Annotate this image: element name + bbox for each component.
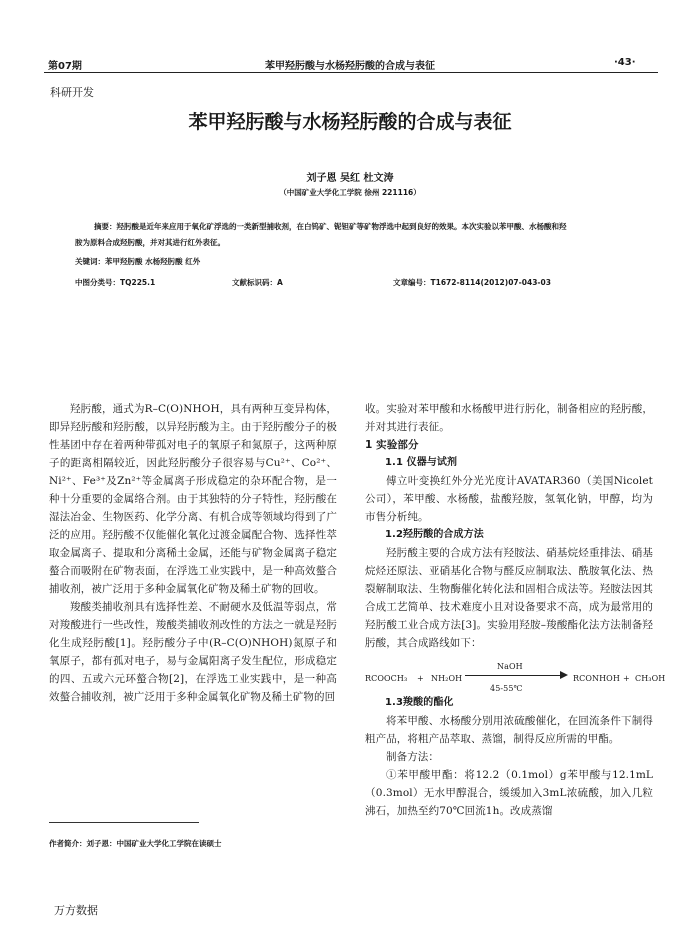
reaction-condition: 45-55℃ — [490, 684, 523, 693]
document-code — [232, 277, 283, 289]
page-number: ·43· — [614, 57, 636, 68]
classification-label: 中图分类号： — [75, 278, 120, 287]
right-paragraph-2: 傅立叶变换红外分光光度计AVATAR360（美国Nicolet公司），苯甲酸、水杨酸，盐酸羟胺，氢氧化钠，甲醇，均为市售分析纯。 — [365, 475, 653, 523]
authors: 刘子恩 吴红 杜文涛 — [306, 173, 394, 184]
heading-1-3: 1.3羧酸的酯化 — [385, 697, 454, 708]
abstract-line-2: 胺为原料合成羟肟酸，并对其进行红外表征。 — [75, 238, 225, 247]
right-paragraph-6: ①苯甲酸甲酯：将12.2（0.1mol）g苯甲酸与12.1mL（0.3mol）无水甲醇混合，缓缓加入3mL浓硫酸，加入几粒沸石，加热至约70℃回流1h。改成蒸馏 — [365, 769, 653, 817]
right-paragraph-4: 将苯甲酸、水杨酸分别用浓硫酸催化，在回流条件下制得粗产品，将粗产品萃取、蒸馏，制得反应所需的甲酯。 — [365, 715, 653, 745]
reaction-plus-2: + — [623, 674, 630, 683]
reaction-arrow — [465, 675, 563, 676]
header-rule — [44, 72, 658, 73]
article-number — [393, 277, 551, 289]
section-label: 科研开发 — [50, 86, 94, 99]
product-methanol: CH₃OH — [635, 674, 666, 683]
keywords — [75, 256, 200, 268]
reagent-naoh: NaOH — [497, 662, 523, 671]
keywords-text: 苯甲羟肟酸 水杨羟肟酸 红外 — [105, 257, 201, 266]
left-paragraph-1: 羟肟酸，通式为R–C(O)NHOH，具有两种互变异构体，即异羟肟酸和羟肟酸，以异羟肟酸为主。由于羟肟酸分子的极性基团中存在着两种带孤对电子的氧原子和氮原子，这两种原子的距离相隔较近，因此羟肟酸分子很容易与Cu²⁺、Co²⁺、Ni²⁺、Fe³⁺及Zn²⁺等金属离子形成稳定的杂环配合物，是一种十分重要的金属络合剂。由于其独特的分子特性，羟肟酸在湿法冶金、生物医药、化学分离、有机合成等领域均得到了广泛的应用。羟肟酸不仅能催化氧化过渡金属配合物、选择性萃取金属离子、提取和分离稀土金属，还能与矿物金属离子稳定螯合而吸附在矿物表面，在浮选工业实践中，是一种高效螯合捕收剂，被广泛用于多种金属氧化矿物及稀土矿物的回收。 — [49, 403, 337, 595]
reaction-equation — [365, 652, 666, 694]
footnote-rule — [49, 822, 199, 823]
author-note-text: 刘子恩：中国矿业大学化工学院在读硕士 — [86, 839, 222, 848]
right-column — [365, 400, 666, 820]
affiliation: （中国矿业大学化工学院 徐州 221116） — [279, 188, 421, 197]
keywords-label: 关键词： — [75, 257, 105, 266]
paper-title: 苯甲羟肟酸与水杨羟肟酸的合成与表征 — [188, 111, 512, 133]
reactant-hydroxylamine: NH₂OH — [431, 674, 463, 683]
abstract — [94, 221, 634, 233]
author-note — [49, 838, 222, 849]
article-number-label: 文章编号： — [393, 278, 431, 287]
heading-1-2: 1.2羟肟酸的合成方法 — [385, 529, 484, 540]
abstract-line-1: 羟肟酸是近年来应用于氧化矿浮选的一类新型捕收剂，在白钨矿、铌钽矿等矿物浮选中起到良好的效果。本次实验以苯甲酸、水杨酸和羟 — [116, 222, 567, 231]
heading-section-1: 1 实验部分 — [365, 439, 419, 451]
reaction-arrow-head — [560, 671, 568, 679]
article-number-value: T1672-8114(2012)07-043-03 — [430, 278, 551, 287]
abstract-label: 摘要： — [94, 222, 117, 231]
document-code-label: 文献标识码： — [232, 278, 277, 287]
product-hydroxamic-acid: RCONHOH — [573, 674, 620, 683]
classification-value: TQ225.1 — [120, 278, 156, 287]
reaction-plus-1: + — [417, 674, 424, 683]
left-paragraph-2: 羧酸类捕收剂具有选择性差、不耐硬水及低温等弱点，常对羧酸进行一些改性，羧酸类捕收剂改性的方法之一就是羟肟化生成羟肟酸[1]。羟肟酸分子中(R–C(O)NHOH)氮原子和氧原子，都有孤对电子，易与金属阳离子发生配位，形成稳定的四、五或六元环螯合物[2]，在浮选工业实践中，是一种高效螯合捕收剂，被广泛用于多种金属氧化矿物及稀土矿物的回 — [49, 601, 337, 703]
document-code-value: A — [277, 278, 283, 287]
right-paragraph-5: 制备方法： — [386, 751, 439, 763]
author-note-label: 作者简介： — [49, 839, 87, 848]
running-title: 苯甲羟肟酸与水杨羟肟酸的合成与表征 — [265, 61, 435, 72]
right-paragraph-3: 羟肟酸主要的合成方法有羟胺法、硝基烷烃重排法、硝基烷烃还原法、亚硝基化合物与醛反应制取法、酰胺氧化法、热裂解制取法、生物酶催化转化法和固相合成法等。羟胺法因其合成工艺简单、技术难度小且对设备要求不高，成为最常用的羟肟酸工业合成方法[3]。实验用羟胺–羧酸酯化法方法制备羟肟酸，其合成路线如下： — [365, 547, 653, 649]
right-paragraph-1: 收。实验对苯甲酸和水杨酸甲进行肟化，制备相应的羟肟酸，并对其进行表征。 — [365, 403, 653, 433]
heading-1-1: 1.1 仪器与试剂 — [385, 457, 458, 468]
issue-number: 第07期 — [48, 61, 82, 72]
left-column — [49, 400, 337, 706]
classification-number — [75, 277, 155, 289]
footer-watermark: 万方数据 — [54, 904, 98, 917]
reactant-ester: RCOOCH₃ — [365, 674, 408, 683]
